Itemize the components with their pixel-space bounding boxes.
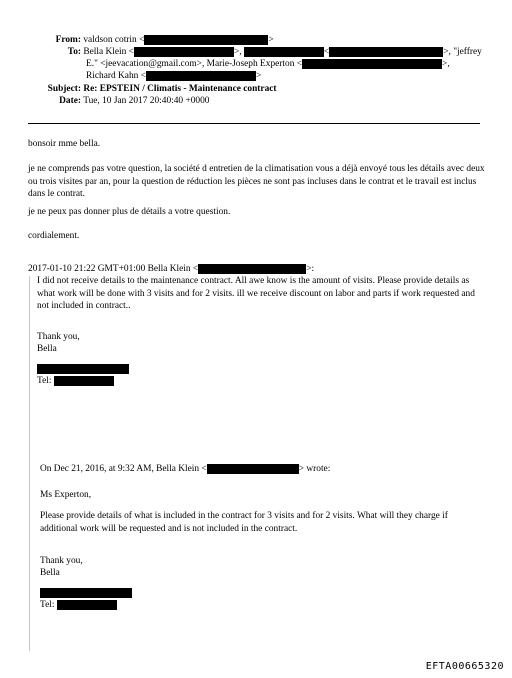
from-end: > [268, 35, 274, 45]
redaction-box [57, 600, 117, 610]
body-paragraph-3: cordialement. [28, 231, 80, 241]
to-value-1a: Bella Klein < [83, 47, 134, 57]
to-row-2 [86, 58, 450, 71]
from-row [30, 34, 274, 47]
to-value-3a: Richard Kahn < [86, 71, 146, 81]
redaction-box [244, 47, 324, 57]
from-value: valdson cotrin < [83, 35, 145, 45]
redaction-box [54, 376, 114, 386]
subject-row [30, 83, 277, 96]
date-label: Date: [59, 96, 81, 106]
quote2-intro-b: > wrote: [298, 464, 331, 474]
redaction-box [302, 59, 442, 69]
redaction-box [40, 588, 132, 598]
quote-bar [29, 276, 30, 651]
quote1-thanks: Thank you, [37, 332, 80, 342]
quote1-intro [28, 263, 488, 276]
quote1-tel-label: Tel: [37, 376, 52, 386]
redaction-box [198, 264, 306, 274]
greeting: bonsoir mme bella. [28, 139, 101, 149]
to-value-1d: >, "jeffrey [443, 47, 482, 57]
to-value-1c: < [323, 47, 330, 57]
body-paragraph-2: je ne peux pas donner plus de détails a votre question. [28, 207, 231, 217]
date-value: Tue, 10 Jan 2017 20:40:40 +0000 [83, 96, 210, 106]
to-row-3 [86, 70, 261, 83]
quote1-tel-row [37, 375, 487, 388]
quote2-tel-label: Tel: [40, 600, 55, 610]
quote1-intro-a: 2017-01-10 21:22 GMT+01:00 Bella Klein < [28, 264, 199, 274]
redaction-box [207, 464, 299, 474]
redaction-box [134, 47, 234, 57]
quote1-name: Bella [37, 344, 57, 354]
quote1-text: I did not receive details to the maintenance contract. All awe know is the amount of visits. Please provide details as what work will be done with 3 visits and for 2 visits. ill we receive discount on labor and parts if work requested and not included in contract.. [37, 276, 475, 312]
redaction-box [329, 47, 443, 57]
to-label: To: [67, 47, 81, 57]
to-value-3b: > [255, 71, 262, 81]
quote1-intro-b: >: [306, 264, 315, 274]
subject-label: Subject: [47, 84, 81, 94]
quote2-tel-row [40, 599, 490, 612]
subject-value: Re: EPSTEIN / Climatis - Maintenance contract [83, 84, 277, 94]
to-row [30, 46, 482, 59]
body-paragraph-1: je ne comprends pas votre question, la société d entretien de la climatisation vous a déjà envoyé tous les détails avec deux ou trois visites par an, pour la question de réduction les pièces ne sont pas incluses dans le contrat et le travail est inclus dans le contrat. [28, 164, 485, 200]
document-id: EFTA00665320 [425, 661, 504, 672]
header-divider [28, 123, 480, 124]
redaction-box [37, 364, 129, 374]
quote2-salutation: Ms Experton, [40, 490, 92, 500]
quote2-thanks: Thank you, [40, 556, 83, 566]
redaction-box [146, 71, 256, 81]
quote2-intro [40, 463, 490, 476]
quote2-text: Please provide details of what is included in the contract for 3 visits and for 2 visits. What will they charge if additional work will be requested and is not included in the contract. [40, 511, 448, 534]
to-value-1b: >, [233, 47, 244, 57]
from-label: From: [55, 35, 81, 45]
quote2-intro-a: On Dec 21, 2016, at 9:32 AM, Bella Klein < [40, 464, 207, 474]
redaction-box [144, 35, 268, 45]
quote2-name: Bella [40, 568, 60, 578]
to-value-2b: >, [442, 59, 450, 69]
to-value-2a: E." <jeevacation@gmail.com>, Marie-Joseph Experton < [86, 59, 303, 69]
date-row [30, 95, 210, 108]
